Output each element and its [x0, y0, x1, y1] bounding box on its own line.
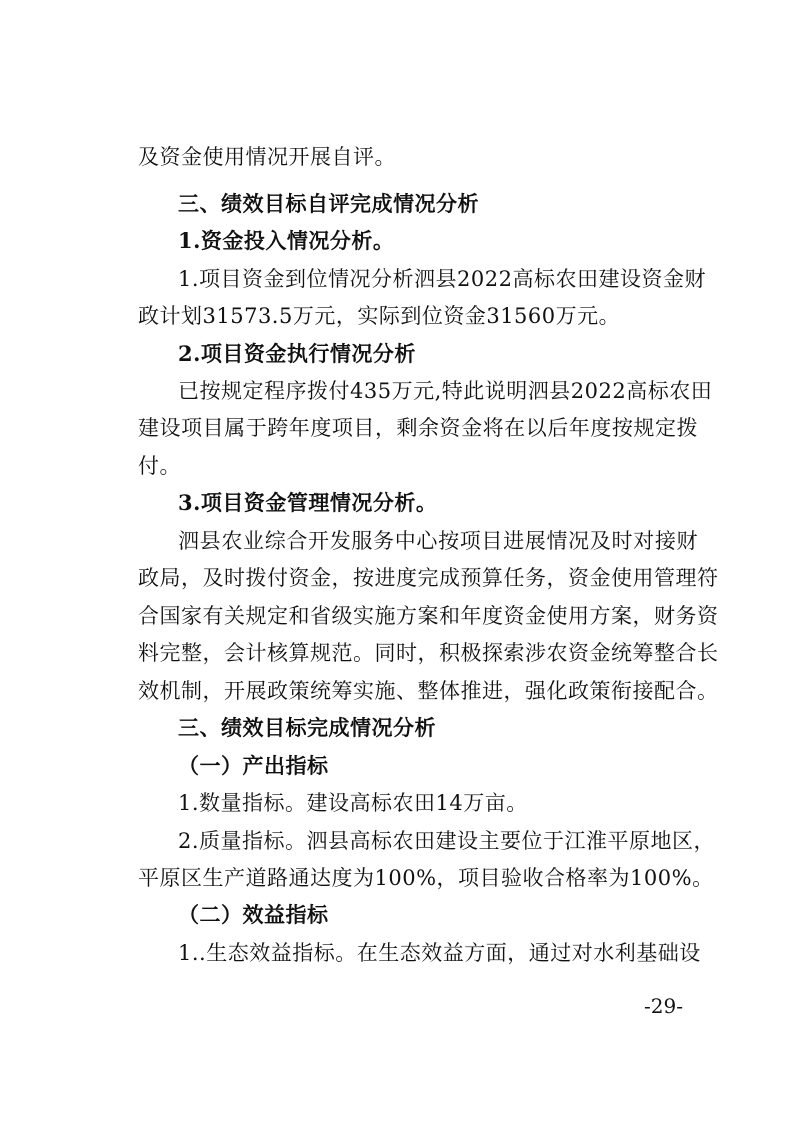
- page-number: -29-: [644, 994, 683, 1018]
- paragraph-line: 1.数量指标。建设高标农田14万亩。: [178, 791, 528, 815]
- paragraph-line: 1..生态效益指标。在生态效益方面，通过对水利基础设: [178, 941, 701, 965]
- paragraph-line: 及资金使用情况开展自评。: [138, 145, 396, 169]
- section-heading: 三、绩效目标自评完成情况分析: [178, 191, 479, 216]
- section-heading: 三、绩效目标完成情况分析: [178, 715, 436, 740]
- paragraph-line: 泗县农业综合开发服务中心按项目进展情况及时对接财: [178, 529, 698, 553]
- paragraph-line: 料完整，会计核算规范。同时，积极探索涉农资金统筹整合长: [138, 641, 719, 665]
- paragraph-line: 已按规定程序拨付435万元,特此说明泗县2022高标农田: [178, 379, 713, 403]
- paragraph-line: 政局，及时拨付资金，按进度完成预算任务，资金使用管理符: [138, 566, 719, 590]
- paragraph-line: 1.项目资金到位情况分析泗县2022高标农田建设资金财: [178, 267, 706, 291]
- subsection-heading: （一）产出指标: [178, 753, 329, 778]
- subsection-heading: 1.资金投入情况分析。: [178, 228, 395, 253]
- paragraph-line: 2.质量指标。泗县高标农田建设主要位于江淮平原地区，: [178, 829, 716, 853]
- subsection-heading: 2.项目资金执行情况分析: [178, 341, 416, 366]
- paragraph-line: 平原区生产道路通达度为100%，项目验收合格率为100%。: [138, 866, 714, 890]
- paragraph-line: 建设项目属于跨年度项目，剩余资金将在以后年度按规定拨: [138, 416, 698, 440]
- paragraph-line: 效机制，开展政策统筹实施、整体推进，强化政策衔接配合。: [138, 679, 719, 703]
- subsection-heading: 3.项目资金管理情况分析。: [178, 490, 438, 515]
- subsection-heading: （二）效益指标: [178, 902, 329, 927]
- paragraph-line: 合国家有关规定和省级实施方案和年度资金使用方案，财务资: [138, 604, 719, 628]
- paragraph-line: 政计划31573.5万元，实际到位资金31560万元。: [138, 304, 621, 328]
- paragraph-line: 付。: [138, 454, 181, 478]
